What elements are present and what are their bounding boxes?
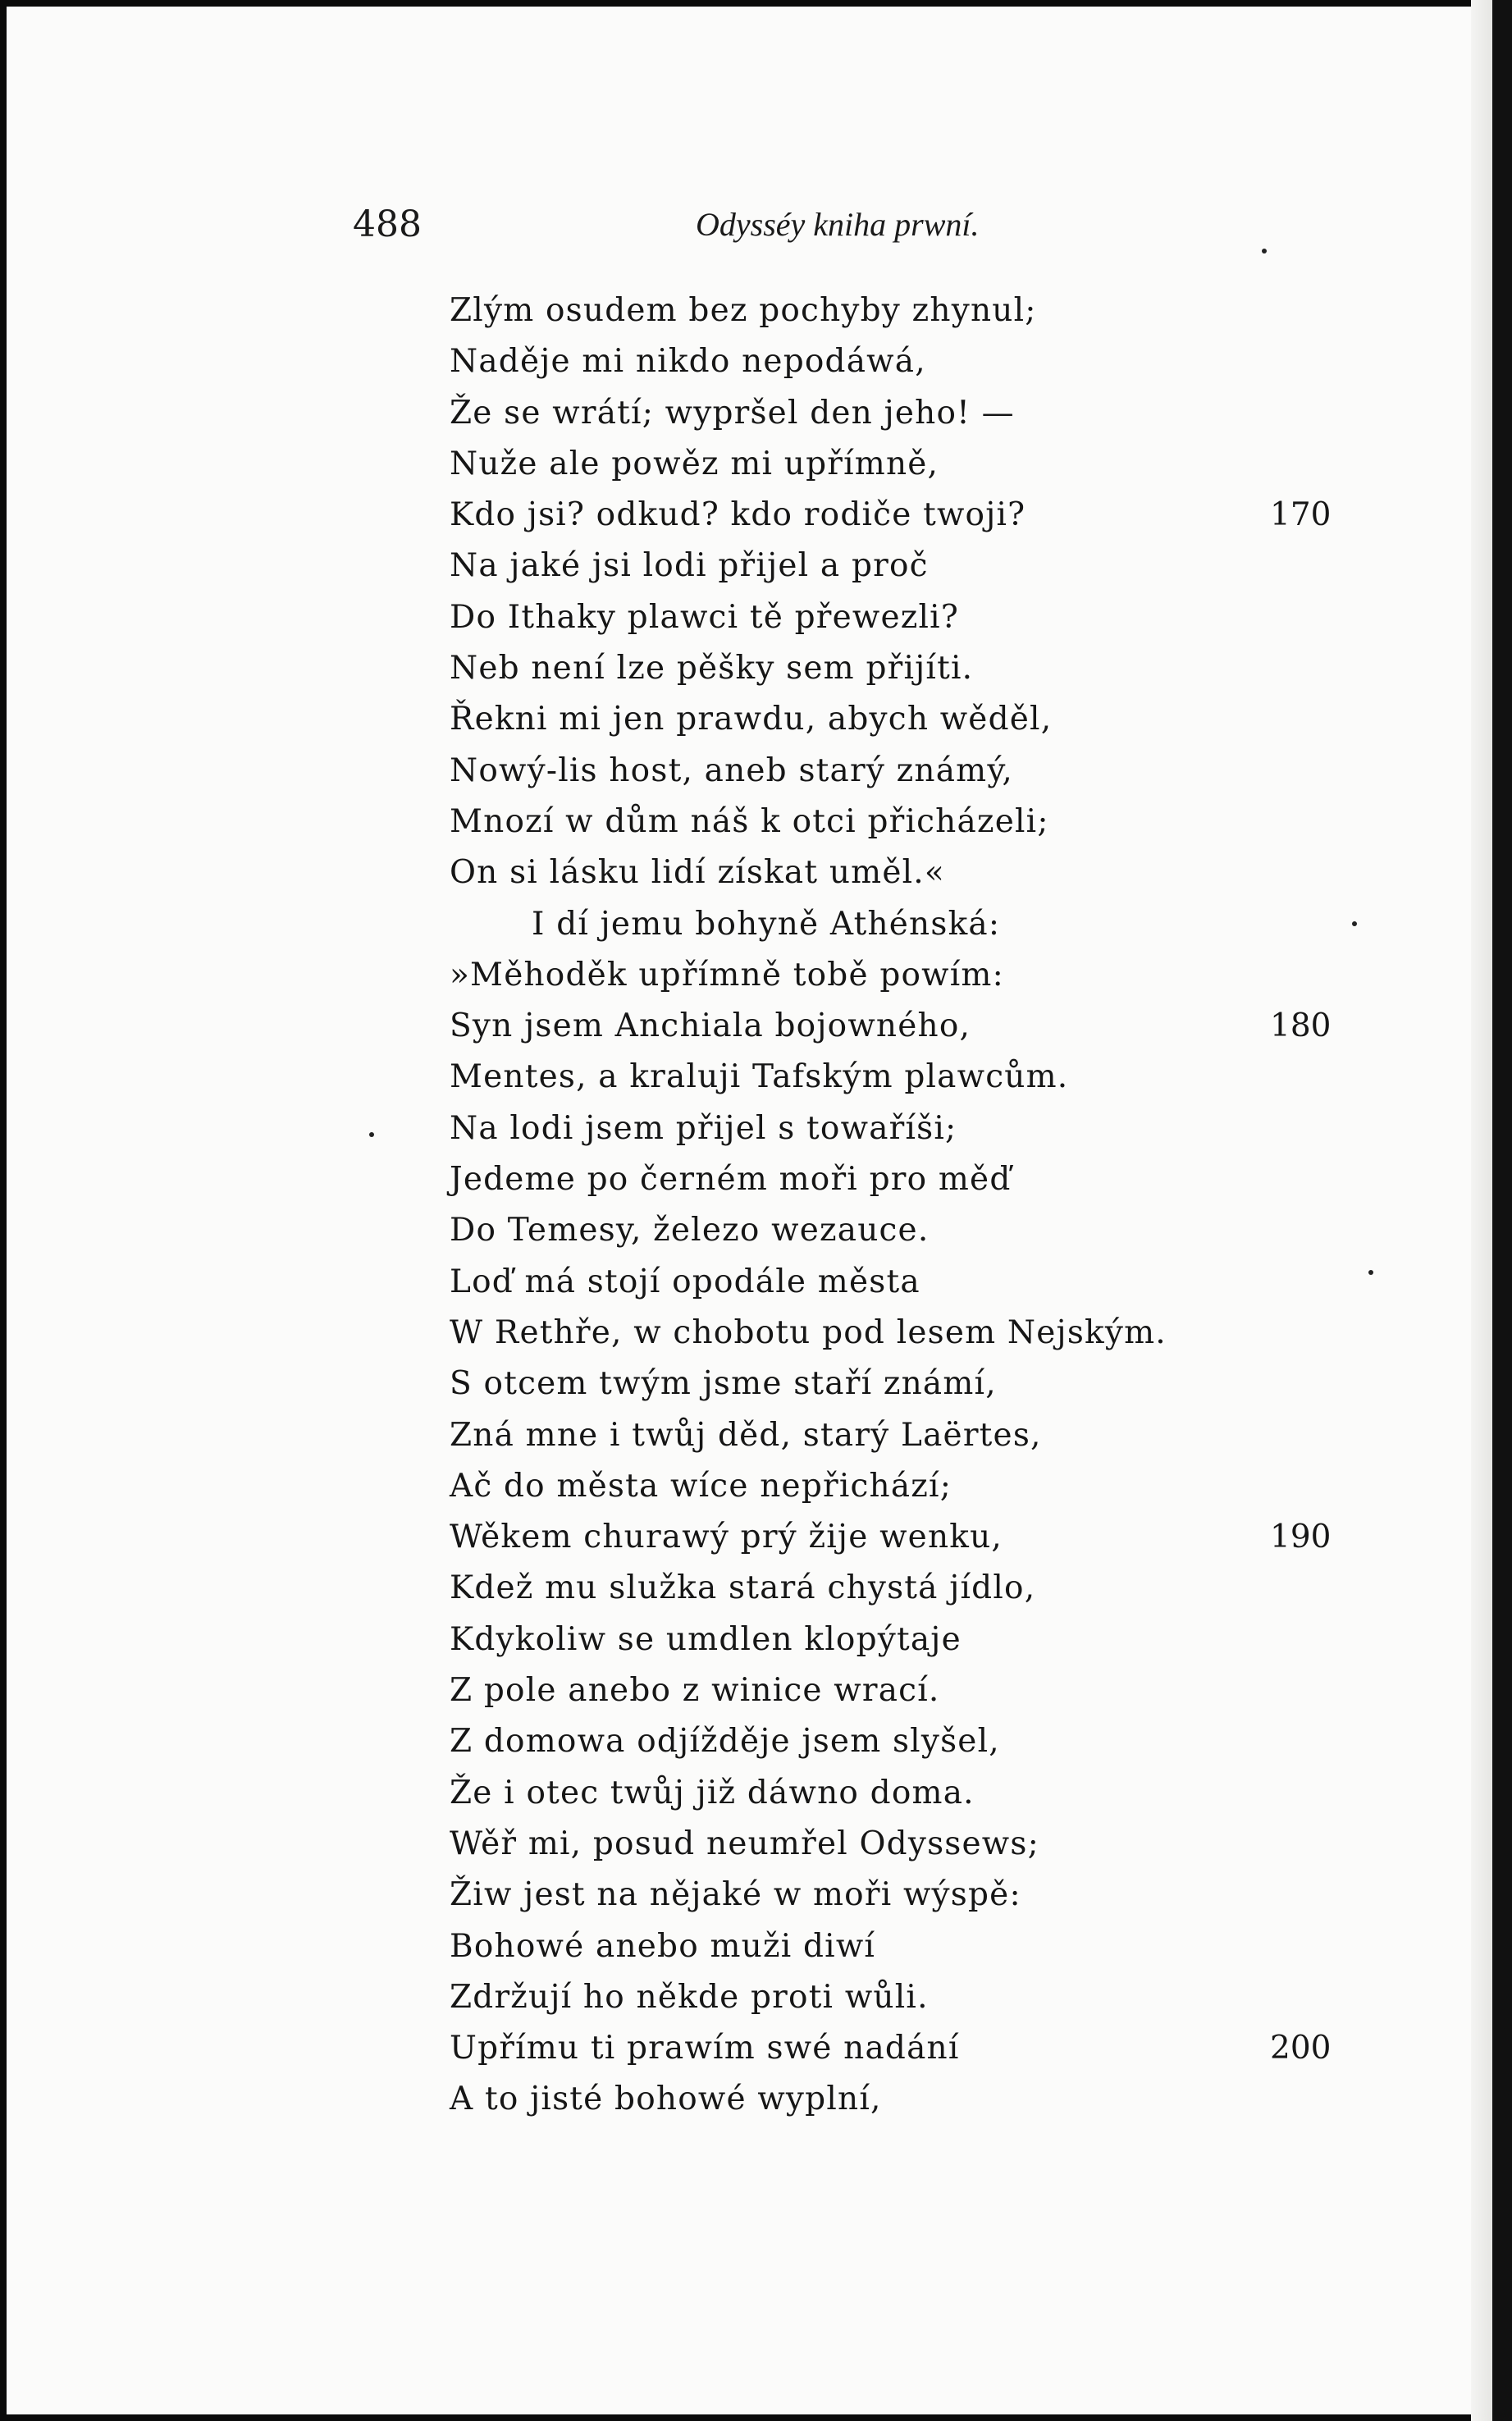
- verse-line: [450, 847, 1393, 898]
- verse-text: »Měhoděk upřímně tobě powím:: [450, 956, 1004, 994]
- verse-text: Zlým osudem bez pochyby zhynul;: [450, 292, 1037, 329]
- line-number: 180: [1270, 1007, 1332, 1045]
- verse-line: [450, 1359, 1393, 1409]
- verse-text: Kdež mu služka stará chystá jídlo,: [450, 1569, 1036, 1607]
- verse-text: Nowý-lis host, aneb starý známý,: [450, 751, 1014, 789]
- verse-line: [450, 2074, 1393, 2125]
- verse-text: Na lodi jsem přijel s towaříši;: [450, 1109, 957, 1147]
- verse-line: [450, 285, 1393, 336]
- verse-text: Neb není lze pěšky sem přijíti.: [450, 650, 974, 687]
- verse-text: Z pole anebo z winice wrací.: [450, 1672, 940, 1710]
- verse-text: Syn jsem Anchiala bojowného,: [450, 1007, 971, 1045]
- verse-text: Mentes, a kraluji Tafským plawcům.: [450, 1058, 1069, 1096]
- verse-text: Že se wrátí; wypršel den jeho! —: [450, 394, 1015, 432]
- verse-line: [450, 899, 1393, 950]
- verse-line: [450, 592, 1393, 643]
- verse-text: Zná mne i twůj děd, starý Laërtes,: [450, 1416, 1042, 1454]
- verse-line: [450, 1768, 1393, 1819]
- page-edge: [1471, 0, 1492, 2421]
- book-spine-edge: [1473, 0, 1512, 2421]
- verse-line: [450, 1154, 1393, 1205]
- verse-text: W Rethře, w chobotu pod lesem Nejským.: [450, 1313, 1167, 1351]
- verse-line: [450, 950, 1393, 1001]
- line-number: 190: [1270, 1519, 1332, 1556]
- verse-text: Žiw jest na nějaké w moři wýspě:: [450, 1876, 1021, 1914]
- verse-text: Ač do města wíce nepřichází;: [450, 1467, 952, 1505]
- verse-line: [450, 1410, 1393, 1461]
- verse-text: Do Temesy, železo wezauce.: [450, 1212, 930, 1249]
- verse-line: [450, 1819, 1393, 1870]
- verse-text: Wěkem churawý prý žije wenku,: [450, 1519, 1003, 1556]
- verse-line: [450, 1665, 1393, 1716]
- verse-line: [450, 1870, 1393, 1921]
- verse-text: Řekni mi jen prawdu, abych wěděl,: [450, 701, 1053, 738]
- verse-text: Do Ithaky plawci tě přewezli?: [450, 598, 959, 636]
- verse-text: Zdržují ho někde proti wůli.: [450, 1978, 929, 2016]
- verse-line: [450, 1563, 1393, 1614]
- verse-line: [450, 439, 1393, 490]
- verse-line: [450, 1512, 1393, 1563]
- verse-line: [450, 1921, 1393, 1972]
- running-title: Odysséy kniha prwní.: [696, 206, 980, 243]
- verse-text: S otcem twým jsme staří známí,: [450, 1365, 997, 1403]
- scan-speck: [1368, 1270, 1373, 1275]
- verse-line: [450, 1615, 1393, 1665]
- verse-line: [450, 490, 1393, 541]
- line-number: 170: [1270, 496, 1332, 534]
- verse-text: Na jaké jsi lodi přijel a proč: [450, 547, 929, 585]
- verse-line: [450, 388, 1393, 439]
- verse-text: Z domowa odjížděje jsem slyšel,: [450, 1723, 1000, 1761]
- verse-line: [450, 2023, 1393, 2074]
- scan-speck: [369, 1132, 374, 1137]
- verse-line: [450, 541, 1393, 592]
- line-number: 200: [1270, 2030, 1332, 2067]
- verse-text: Jedeme po černém moři pro měď: [450, 1161, 1012, 1199]
- verse-text: Bohowé anebo muži diwí: [450, 1927, 876, 1965]
- page-number: 488: [353, 203, 422, 245]
- book-page: [7, 7, 1473, 2414]
- poem-text: [450, 285, 1393, 2172]
- verse-line: [450, 1103, 1393, 1154]
- verse-line: [450, 1461, 1393, 1512]
- verse-line: [450, 1308, 1393, 1359]
- verse-line: [450, 1052, 1393, 1103]
- verse-line: [450, 1001, 1393, 1052]
- verse-line: [450, 1716, 1393, 1767]
- verse-line: [450, 1257, 1393, 1308]
- verse-line: [450, 336, 1393, 387]
- verse-text: Kdo jsi? odkud? kdo rodiče twoji?: [450, 496, 1026, 534]
- verse-text: Kdykoliw se umdlen klopýtaje: [450, 1620, 962, 1658]
- verse-text: A to jisté bohowé wyplní,: [450, 2081, 882, 2118]
- verse-text: Wěř mi, posud neumřel Odyssews;: [450, 1825, 1039, 1862]
- verse-text: Naděje mi nikdo nepodáwá,: [450, 343, 926, 381]
- verse-text: Upřímu ti prawím swé nadání: [450, 2030, 960, 2067]
- scan-speck: [1262, 249, 1267, 254]
- page-header: [343, 203, 1245, 261]
- verse-text: Že i otec twůj již dáwno doma.: [450, 1774, 975, 1811]
- scan-speck: [1352, 921, 1357, 926]
- verse-line: [450, 1205, 1393, 1256]
- verse-text: Mnozí w dům náš k otci přicházeli;: [450, 802, 1049, 840]
- verse-text: Nuže ale powěz mi upřímně,: [450, 445, 939, 482]
- verse-text: On si lásku lidí získat uměl.«: [450, 854, 945, 892]
- verse-line: [450, 746, 1393, 797]
- verse-text: Loď má stojí opodále města: [450, 1263, 920, 1300]
- verse-line: [450, 643, 1393, 694]
- verse-line: [450, 694, 1393, 745]
- verse-line: [450, 797, 1393, 847]
- verse-text: I dí jemu bohyně Athénská:: [532, 905, 1001, 943]
- verse-line: [450, 1972, 1393, 2023]
